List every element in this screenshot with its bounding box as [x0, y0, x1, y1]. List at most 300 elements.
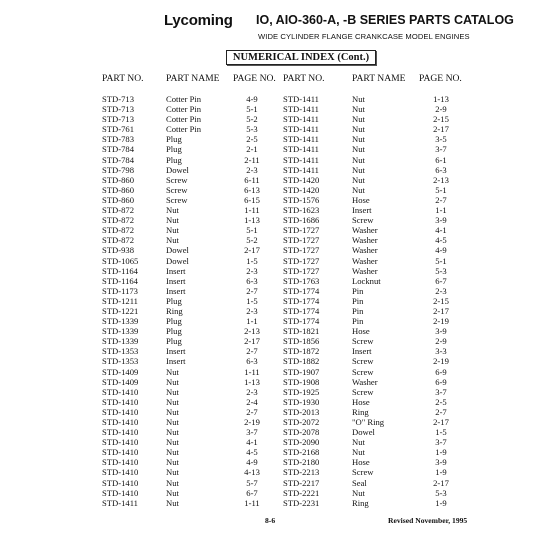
part-name-cell: Screw: [352, 366, 374, 377]
part-no-cell: STD-872: [102, 225, 134, 236]
page-no-cell: 2-7: [246, 406, 258, 417]
page-no-cell: 2-17: [433, 305, 449, 316]
part-no-cell: STD-1164: [102, 275, 138, 286]
page-no-cell: 3-7: [435, 144, 447, 155]
part-name-cell: Nut: [352, 487, 365, 498]
part-name-cell: Nut: [166, 396, 179, 407]
page-no-cell: 2-19: [433, 316, 449, 327]
page-no-cell: 6-1: [435, 154, 447, 165]
table-row: [0, 165, 550, 175]
table-row: [0, 316, 550, 326]
page-no-cell: 2-15: [433, 114, 449, 125]
index-table: [0, 94, 550, 508]
part-name-cell: Insert: [352, 346, 372, 357]
page-no-cell: 4-5: [246, 447, 258, 458]
part-name-cell: Cotter Pin: [166, 124, 202, 135]
part-no-cell: STD-1410: [102, 396, 139, 407]
table-row: [0, 266, 550, 276]
part-no-cell: STD-1410: [102, 427, 139, 438]
page-no-cell: 2-7: [246, 285, 258, 296]
part-no-cell: STD-1925: [283, 386, 320, 397]
part-name-cell: Washer: [352, 255, 378, 266]
page-no-cell: 2-3: [435, 285, 447, 296]
part-no-cell: STD-1410: [102, 406, 139, 417]
part-no-cell: STD-1410: [102, 467, 139, 478]
part-name-cell: Insert: [166, 265, 186, 276]
page-no-cell: 2-17: [244, 336, 260, 347]
part-name-cell: Washer: [352, 225, 378, 236]
part-no-cell: STD-872: [102, 205, 134, 216]
part-name-cell: Dowel: [352, 427, 375, 438]
part-no-cell: STD-1774: [283, 285, 320, 296]
part-name-cell: Washer: [352, 235, 378, 246]
part-name-cell: Screw: [166, 174, 188, 185]
column-header-page-no-right: PAGE NO.: [419, 73, 462, 84]
table-row: [0, 185, 550, 195]
page-no-cell: 3-3: [435, 346, 447, 357]
part-no-cell: STD-1930: [283, 396, 320, 407]
part-name-cell: Nut: [166, 447, 179, 458]
page-no-cell: 4-9: [246, 457, 258, 468]
part-name-cell: Nut: [166, 427, 179, 438]
part-name-cell: Plug: [166, 295, 182, 306]
part-no-cell: STD-1686: [283, 215, 320, 226]
part-name-cell: Nut: [166, 477, 179, 488]
table-row: [0, 205, 550, 215]
part-no-cell: STD-2231: [283, 497, 320, 508]
part-no-cell: STD-1856: [283, 336, 320, 347]
part-no-cell: STD-1409: [102, 376, 139, 387]
table-row: [0, 367, 550, 377]
part-no-cell: STD-1410: [102, 457, 139, 468]
table-row: [0, 134, 550, 144]
part-no-cell: STD-1353: [102, 356, 139, 367]
page-no-cell: 5-1: [246, 104, 258, 115]
part-name-cell: Insert: [166, 346, 186, 357]
part-name-cell: Screw: [352, 215, 374, 226]
part-name-cell: Plug: [166, 326, 182, 337]
table-row: [0, 336, 550, 346]
table-row: [0, 326, 550, 336]
part-no-cell: STD-1882: [283, 356, 320, 367]
table-row: [0, 417, 550, 427]
page-no-cell: 1-1: [246, 316, 258, 327]
part-no-cell: STD-1065: [102, 255, 139, 266]
table-row: [0, 346, 550, 356]
part-no-cell: STD-1908: [283, 376, 320, 387]
page-no-cell: 2-15: [433, 295, 449, 306]
part-name-cell: Nut: [352, 94, 365, 104]
column-header-part-no-right: PART NO.: [283, 73, 325, 84]
table-row: [0, 447, 550, 457]
part-no-cell: STD-1221: [102, 305, 139, 316]
part-no-cell: STD-1727: [283, 245, 320, 256]
part-name-cell: Dowel: [166, 245, 189, 256]
column-header-page-no: PAGE NO.: [233, 73, 276, 84]
part-name-cell: Cotter Pin: [166, 114, 202, 125]
part-name-cell: Nut: [352, 134, 365, 145]
part-no-cell: STD-1411: [283, 94, 319, 104]
part-no-cell: STD-713: [102, 104, 134, 115]
part-name-cell: Nut: [352, 184, 365, 195]
page-no-cell: 2-19: [433, 356, 449, 367]
part-name-cell: Nut: [352, 104, 365, 115]
part-no-cell: STD-1774: [283, 305, 320, 316]
page-no-cell: 6-3: [246, 356, 258, 367]
page-no-cell: 5-1: [435, 184, 447, 195]
part-no-cell: STD-1907: [283, 366, 320, 377]
part-no-cell: STD-1763: [283, 275, 320, 286]
page-no-cell: 2-3: [246, 164, 258, 175]
catalog-subtitle: WIDE CYLINDER FLANGE CRANKCASE MODEL ENGINES: [258, 32, 470, 41]
part-no-cell: STD-1409: [102, 366, 139, 377]
table-row: [0, 488, 550, 498]
part-no-cell: STD-1727: [283, 225, 320, 236]
part-name-cell: Ring: [352, 497, 369, 508]
part-no-cell: STD-1339: [102, 316, 139, 327]
page-no-cell: 4-13: [244, 467, 260, 478]
part-name-cell: Nut: [352, 144, 365, 155]
page-no-cell: 2-17: [433, 417, 449, 427]
page-no-cell: 4-9: [435, 245, 447, 256]
page-no-cell: 2-1: [246, 144, 258, 155]
part-no-cell: STD-1164: [102, 265, 138, 276]
page-no-cell: 2-13: [244, 326, 260, 337]
part-no-cell: STD-860: [102, 194, 134, 205]
part-no-cell: STD-2217: [283, 477, 320, 488]
part-no-cell: STD-1410: [102, 447, 139, 458]
part-no-cell: STD-783: [102, 134, 134, 145]
page-no-cell: 5-3: [435, 265, 447, 276]
part-no-cell: STD-1774: [283, 295, 320, 306]
brand-logo-text: Lycoming: [164, 12, 233, 29]
page-no-cell: 2-11: [244, 154, 260, 165]
part-no-cell: STD-1420: [283, 174, 320, 185]
page-no-cell: 6-3: [435, 164, 447, 175]
page-no-cell: 2-4: [246, 396, 258, 407]
part-name-cell: Nut: [166, 215, 179, 226]
part-name-cell: Nut: [166, 457, 179, 468]
column-header-part-no: PART NO.: [102, 73, 144, 84]
part-name-cell: Washer: [352, 265, 378, 276]
part-no-cell: STD-1727: [283, 255, 320, 266]
part-no-cell: STD-1173: [102, 285, 138, 296]
part-name-cell: Screw: [352, 356, 374, 367]
table-row: [0, 407, 550, 417]
part-name-cell: Ring: [166, 305, 183, 316]
part-no-cell: STD-1411: [283, 144, 319, 155]
part-no-cell: STD-1774: [283, 316, 320, 327]
page-no-cell: 3-9: [435, 326, 447, 337]
table-row: [0, 114, 550, 124]
table-row: [0, 256, 550, 266]
page-no-cell: 5-2: [246, 114, 258, 125]
part-name-cell: Nut: [166, 235, 179, 246]
part-no-cell: STD-1410: [102, 437, 139, 448]
part-name-cell: Insert: [166, 356, 186, 367]
table-row: [0, 245, 550, 255]
table-row: [0, 478, 550, 488]
table-row: [0, 225, 550, 235]
page-no-cell: 1-5: [435, 427, 447, 438]
part-name-cell: Nut: [352, 447, 365, 458]
table-row: [0, 306, 550, 316]
page-no-cell: 2-5: [435, 396, 447, 407]
part-name-cell: Seal: [352, 477, 367, 488]
part-name-cell: Pin: [352, 316, 364, 327]
page-no-cell: 1-11: [244, 497, 260, 508]
page-no-cell: 6-9: [435, 376, 447, 387]
part-name-cell: Washer: [352, 245, 378, 256]
part-name-cell: Nut: [166, 225, 179, 236]
part-name-cell: "O" Ring: [352, 417, 385, 427]
part-no-cell: STD-761: [102, 124, 134, 135]
part-no-cell: STD-2072: [283, 417, 320, 427]
column-header-part-name: PART NAME: [166, 73, 220, 84]
part-name-cell: Nut: [352, 114, 365, 125]
table-row: [0, 276, 550, 286]
table-row: [0, 437, 550, 447]
part-no-cell: STD-1410: [102, 487, 139, 498]
table-row: [0, 94, 550, 104]
page-no-cell: 2-9: [435, 336, 447, 347]
part-no-cell: STD-1411: [283, 154, 319, 165]
part-name-cell: Nut: [352, 124, 365, 135]
page-no-cell: 3-5: [435, 134, 447, 145]
part-no-cell: STD-1410: [102, 386, 139, 397]
page-no-cell: 3-7: [246, 427, 258, 438]
table-row: [0, 104, 550, 114]
part-name-cell: Nut: [352, 154, 365, 165]
part-name-cell: Nut: [166, 417, 179, 427]
part-name-cell: Nut: [166, 366, 179, 377]
part-name-cell: Plug: [166, 144, 182, 155]
part-name-cell: Nut: [166, 386, 179, 397]
revision-note: Revised November, 1995: [388, 516, 468, 525]
page-no-cell: 1-9: [435, 497, 447, 508]
part-name-cell: Nut: [166, 406, 179, 417]
part-no-cell: STD-713: [102, 114, 134, 125]
part-name-cell: Hose: [352, 194, 370, 205]
part-no-cell: STD-1821: [283, 326, 320, 337]
part-no-cell: STD-1410: [102, 477, 139, 488]
part-name-cell: Plug: [166, 154, 182, 165]
part-name-cell: Pin: [352, 295, 364, 306]
part-name-cell: Plug: [166, 316, 182, 327]
part-name-cell: Insert: [166, 275, 186, 286]
part-name-cell: Nut: [352, 437, 365, 448]
page-no-cell: 1-13: [433, 94, 449, 104]
page-no-cell: 6-13: [244, 184, 260, 195]
part-name-cell: Nut: [166, 467, 179, 478]
part-name-cell: Hose: [352, 396, 370, 407]
part-name-cell: Nut: [166, 487, 179, 498]
page-no-cell: 2-19: [244, 417, 260, 427]
part-no-cell: STD-1872: [283, 346, 320, 357]
page-no-cell: 1-13: [244, 215, 260, 226]
page-no-cell: 4-1: [246, 437, 258, 448]
part-no-cell: STD-2180: [283, 457, 320, 468]
page-no-cell: 6-11: [244, 174, 260, 185]
part-name-cell: Ring: [352, 406, 369, 417]
page-no-cell: 3-9: [435, 457, 447, 468]
part-no-cell: STD-860: [102, 174, 134, 185]
page-no-cell: 3-7: [435, 437, 447, 448]
page-no-cell: 4-9: [246, 94, 258, 104]
part-no-cell: STD-1411: [283, 164, 319, 175]
table-row: [0, 155, 550, 165]
part-name-cell: Screw: [352, 336, 374, 347]
part-name-cell: Nut: [166, 437, 179, 448]
page-no-cell: 6-9: [435, 366, 447, 377]
part-no-cell: STD-784: [102, 144, 134, 155]
table-row: [0, 296, 550, 306]
part-no-cell: STD-784: [102, 154, 134, 165]
page-no-cell: 1-9: [435, 447, 447, 458]
table-row: [0, 356, 550, 366]
part-name-cell: Hose: [352, 326, 370, 337]
page-no-cell: 1-11: [244, 205, 260, 216]
numerical-index-box: NUMERICAL INDEX (Cont.): [226, 50, 376, 65]
part-no-cell: STD-2090: [283, 437, 320, 448]
part-name-cell: Screw: [352, 386, 374, 397]
page-no-cell: 5-3: [435, 487, 447, 498]
part-no-cell: STD-1411: [283, 104, 319, 115]
table-row: [0, 427, 550, 437]
part-name-cell: Nut: [166, 376, 179, 387]
part-no-cell: STD-1727: [283, 235, 320, 246]
page-no-cell: 1-5: [246, 255, 258, 266]
part-name-cell: Washer: [352, 376, 378, 387]
page-no-cell: 1-1: [435, 205, 447, 216]
page-no-cell: 2-7: [246, 346, 258, 357]
page-no-cell: 2-3: [246, 386, 258, 397]
table-row: [0, 377, 550, 387]
page-no-cell: 2-5: [246, 134, 258, 145]
page-no-cell: 4-5: [435, 235, 447, 246]
page-no-cell: 5-1: [435, 255, 447, 266]
part-name-cell: Screw: [166, 194, 188, 205]
page-no-cell: 2-17: [433, 124, 449, 135]
part-name-cell: Cotter Pin: [166, 94, 202, 104]
page-number: 8-6: [265, 516, 276, 525]
page-no-cell: 3-7: [435, 386, 447, 397]
table-row: [0, 175, 550, 185]
table-row: [0, 124, 550, 134]
part-name-cell: Pin: [352, 285, 364, 296]
page-no-cell: 5-2: [246, 235, 258, 246]
page-no-cell: 1-5: [246, 295, 258, 306]
part-no-cell: STD-1339: [102, 336, 139, 347]
part-no-cell: STD-713: [102, 94, 134, 104]
page-no-cell: 1-11: [244, 366, 260, 377]
page-no-cell: 1-9: [435, 467, 447, 478]
column-header-part-name-right: PART NAME: [352, 73, 406, 84]
table-row: [0, 215, 550, 225]
page-no-cell: 2-7: [435, 406, 447, 417]
page-no-cell: 4-1: [435, 225, 447, 236]
page-no-cell: 6-7: [246, 487, 258, 498]
part-no-cell: STD-1410: [102, 417, 139, 427]
part-name-cell: Insert: [166, 285, 186, 296]
part-name-cell: Locknut: [352, 275, 381, 286]
catalog-title: IO, AIO-360-A, -B SERIES PARTS CATALOG: [256, 13, 514, 27]
part-name-cell: Insert: [352, 205, 372, 216]
page-no-cell: 2-7: [435, 194, 447, 205]
part-no-cell: STD-1623: [283, 205, 320, 216]
part-name-cell: Screw: [166, 184, 188, 195]
part-name-cell: Nut: [352, 174, 365, 185]
part-no-cell: STD-872: [102, 215, 134, 226]
part-name-cell: Plug: [166, 336, 182, 347]
table-row: [0, 144, 550, 154]
part-name-cell: Nut: [352, 164, 365, 175]
part-no-cell: STD-872: [102, 235, 134, 246]
part-no-cell: STD-2213: [283, 467, 320, 478]
part-no-cell: STD-1411: [283, 124, 319, 135]
table-row: [0, 235, 550, 245]
part-no-cell: STD-1576: [283, 194, 320, 205]
page-no-cell: 6-15: [244, 194, 260, 205]
part-name-cell: Dowel: [166, 255, 189, 266]
part-name-cell: Pin: [352, 305, 364, 316]
page-no-cell: 6-7: [435, 275, 447, 286]
part-no-cell: STD-2221: [283, 487, 320, 498]
part-no-cell: STD-1353: [102, 346, 139, 357]
part-no-cell: STD-2168: [283, 447, 320, 458]
table-row: [0, 498, 550, 508]
part-no-cell: STD-938: [102, 245, 134, 256]
part-no-cell: STD-1411: [102, 497, 138, 508]
table-row: [0, 195, 550, 205]
part-name-cell: Cotter Pin: [166, 104, 202, 115]
page-no-cell: 2-3: [246, 305, 258, 316]
page-no-cell: 5-1: [246, 225, 258, 236]
part-name-cell: Screw: [352, 467, 374, 478]
page-no-cell: 1-13: [244, 376, 260, 387]
part-name-cell: Dowel: [166, 164, 189, 175]
part-no-cell: STD-2078: [283, 427, 320, 438]
part-no-cell: STD-1411: [283, 134, 319, 145]
page-no-cell: 2-17: [244, 245, 260, 256]
part-name-cell: Hose: [352, 457, 370, 468]
part-name-cell: Nut: [166, 497, 179, 508]
page-no-cell: 2-3: [246, 265, 258, 276]
part-no-cell: STD-2013: [283, 406, 320, 417]
table-row: [0, 286, 550, 296]
part-no-cell: STD-1411: [283, 114, 319, 125]
part-name-cell: Nut: [166, 205, 179, 216]
page-no-cell: 3-9: [435, 215, 447, 226]
table-row: [0, 397, 550, 407]
table-row: [0, 467, 550, 477]
page-no-cell: 5-3: [246, 124, 258, 135]
page-no-cell: 2-13: [433, 174, 449, 185]
table-row: [0, 457, 550, 467]
part-no-cell: STD-1211: [102, 295, 138, 306]
page-no-cell: 2-9: [435, 104, 447, 115]
part-no-cell: STD-1339: [102, 326, 139, 337]
table-row: [0, 387, 550, 397]
page-no-cell: 6-3: [246, 275, 258, 286]
part-no-cell: STD-1420: [283, 184, 320, 195]
page-no-cell: 2-17: [433, 477, 449, 488]
part-no-cell: STD-798: [102, 164, 134, 175]
part-name-cell: Plug: [166, 134, 182, 145]
page-no-cell: 5-7: [246, 477, 258, 488]
part-no-cell: STD-1727: [283, 265, 320, 276]
part-no-cell: STD-860: [102, 184, 134, 195]
